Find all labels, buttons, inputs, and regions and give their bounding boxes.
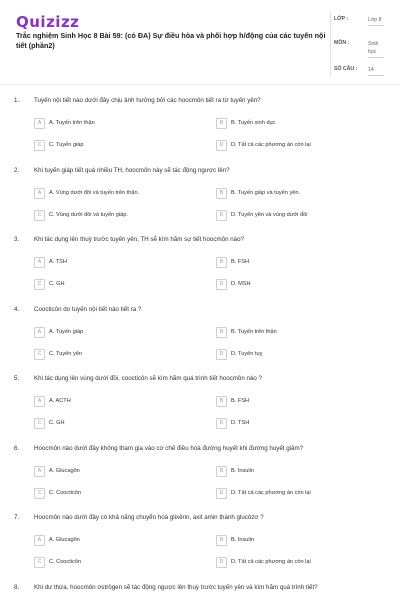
question-text: Khi tác dụng lên vùng dưới đồi, coocticôn sẽ kìm hãm quá trình tiết hoocmôn nào ? [34,375,262,382]
option-letter-box: D [216,210,227,221]
option-letter-box: D [216,418,227,429]
option-text: C. GH [49,420,65,426]
meta-class-label: LỚP : [334,16,349,22]
option-letter-box: B [216,327,227,338]
option-text: A. Tuyến trên thận [49,120,95,126]
option-letter-box: B [216,535,227,546]
option-text: B. Insulin [231,537,255,543]
question-text: Hoocmôn nào dưới đây có khả năng chuyển hoá glixêrin, axit amin thành glucôzơ ? [34,514,264,521]
worksheet-title: Trắc nghiệm Sinh Học 8 Bài 59: (có ĐA) Sự điều hòa và phối hợp h/động của các tuyến nội tiết (phần2) [16,31,326,50]
option-letter-box: D [216,349,227,360]
meta-class-value: Lớp 8 [368,16,384,26]
question-number: 2. [14,166,20,174]
meta-count-value: 14 [368,66,384,76]
option-letter-box: B [216,188,227,199]
worksheet-header [0,0,400,82]
option-text: C. Tuyến giáp [49,142,84,148]
meta-count-label: SỐ CÂU : [334,66,358,72]
option-letter-box: B [216,257,227,268]
question-number: 8. [14,583,20,591]
meta-subject-label: MÔN : [334,40,350,46]
option-letter-box: A [34,535,45,546]
option-text: D. Tất cả các phương án còn lại [231,489,311,496]
option-text: C. GH [49,281,65,287]
option-letter-box: B [216,466,227,477]
option-text: D. Tuyến yên và vùng dưới đồi [231,211,308,218]
question-text: Khi tác dụng lên thuỳ trước tuyến yên, TH sẽ kìm hãm sự tiết hoocmôn nào? [34,236,244,243]
question-text: Coocticôn do tuyến nội tiết nào tiết ra ? [34,305,142,313]
option-text: A. Glucagôn [49,537,80,543]
option-letter-box: A [34,257,45,268]
option-letter-box: B [216,396,227,407]
option-text: C. Coocticôn [49,489,82,496]
option-letter-box: A [34,466,45,477]
option-text: D. Tất cả các phương án còn lại [231,142,311,148]
meta-subject-value: Sinh học [368,40,384,58]
header-separator [0,84,400,85]
option-letter-box: C [34,349,45,360]
option-text: A. Glucagôn [49,467,80,474]
option-text: C. Coocticôn [49,559,82,565]
quizizz-logo[interactable]: Quizizz [16,13,80,31]
option-text: B. Tuyến sinh dục [231,120,276,126]
option-text: B. Insulin [231,467,255,474]
option-text: A. Tuyến giáp [49,328,84,335]
option-letter-box: C [34,210,45,221]
question-text: Tuyến nội tiết nào dưới đây chịu ảnh hưởng bởi các hoocmôn tiết ra từ tuyến yên? [34,97,261,104]
option-letter-box: A [34,188,45,199]
option-text: A. Vùng dưới đồi và tuyến trên thận. [49,189,140,196]
question-number: 4. [14,305,20,313]
option-letter-box: C [34,557,45,568]
option-letter-box: D [216,140,227,151]
option-text: D. Tất cả các phương án còn lại [231,559,311,565]
option-text: C. Vùng dưới đồi và tuyến giáp. [49,211,128,218]
option-letter-box: D [216,279,227,290]
option-text: C. Tuyến yên [49,350,82,357]
option-letter-box: A [34,327,45,338]
option-text: B. FSH [231,398,250,404]
option-letter-box: D [216,488,227,499]
question-text: Khi dư thừa, hoocmôn ơstrôgen sẽ tác động ngược lên thuỳ trước tuyến yên và kìm hãm quá trình tiết? [34,583,318,591]
option-text: A. ACTH [49,398,71,404]
option-letter-box: C [34,279,45,290]
header-divider [330,10,331,78]
option-letter-box: C [34,488,45,499]
option-text: D. MSH [231,281,251,287]
option-text: B. Tuyến trên thận [231,328,277,335]
question-number: 6. [14,444,20,452]
question-number: 3. [14,236,20,243]
question-number: 1. [14,97,20,104]
option-text: B. Tuyến giáp và tuyến yên. [231,189,301,196]
option-text: A. TSH [49,259,67,265]
option-letter-box: D [216,557,227,568]
option-text: B. FSH [231,259,250,265]
question-text: Khi tuyến giáp tiết quá nhiều TH, hoocmôn này sẽ tác động ngược lên? [34,166,230,174]
option-letter-box: A [34,118,45,129]
option-letter-box: C [34,418,45,429]
option-letter-box: B [216,118,227,129]
option-text: D. TSH [231,420,250,426]
question-number: 5. [14,375,20,382]
option-text: D. Tuyến tuỵ [231,350,263,357]
option-letter-box: A [34,396,45,407]
option-letter-box: C [34,140,45,151]
question-number: 7. [14,514,20,521]
question-text: Hoocmôn nào dưới đây không tham gia vào cơ chế điều hoà đường huyết khi đường huyết giảm? [34,444,304,452]
